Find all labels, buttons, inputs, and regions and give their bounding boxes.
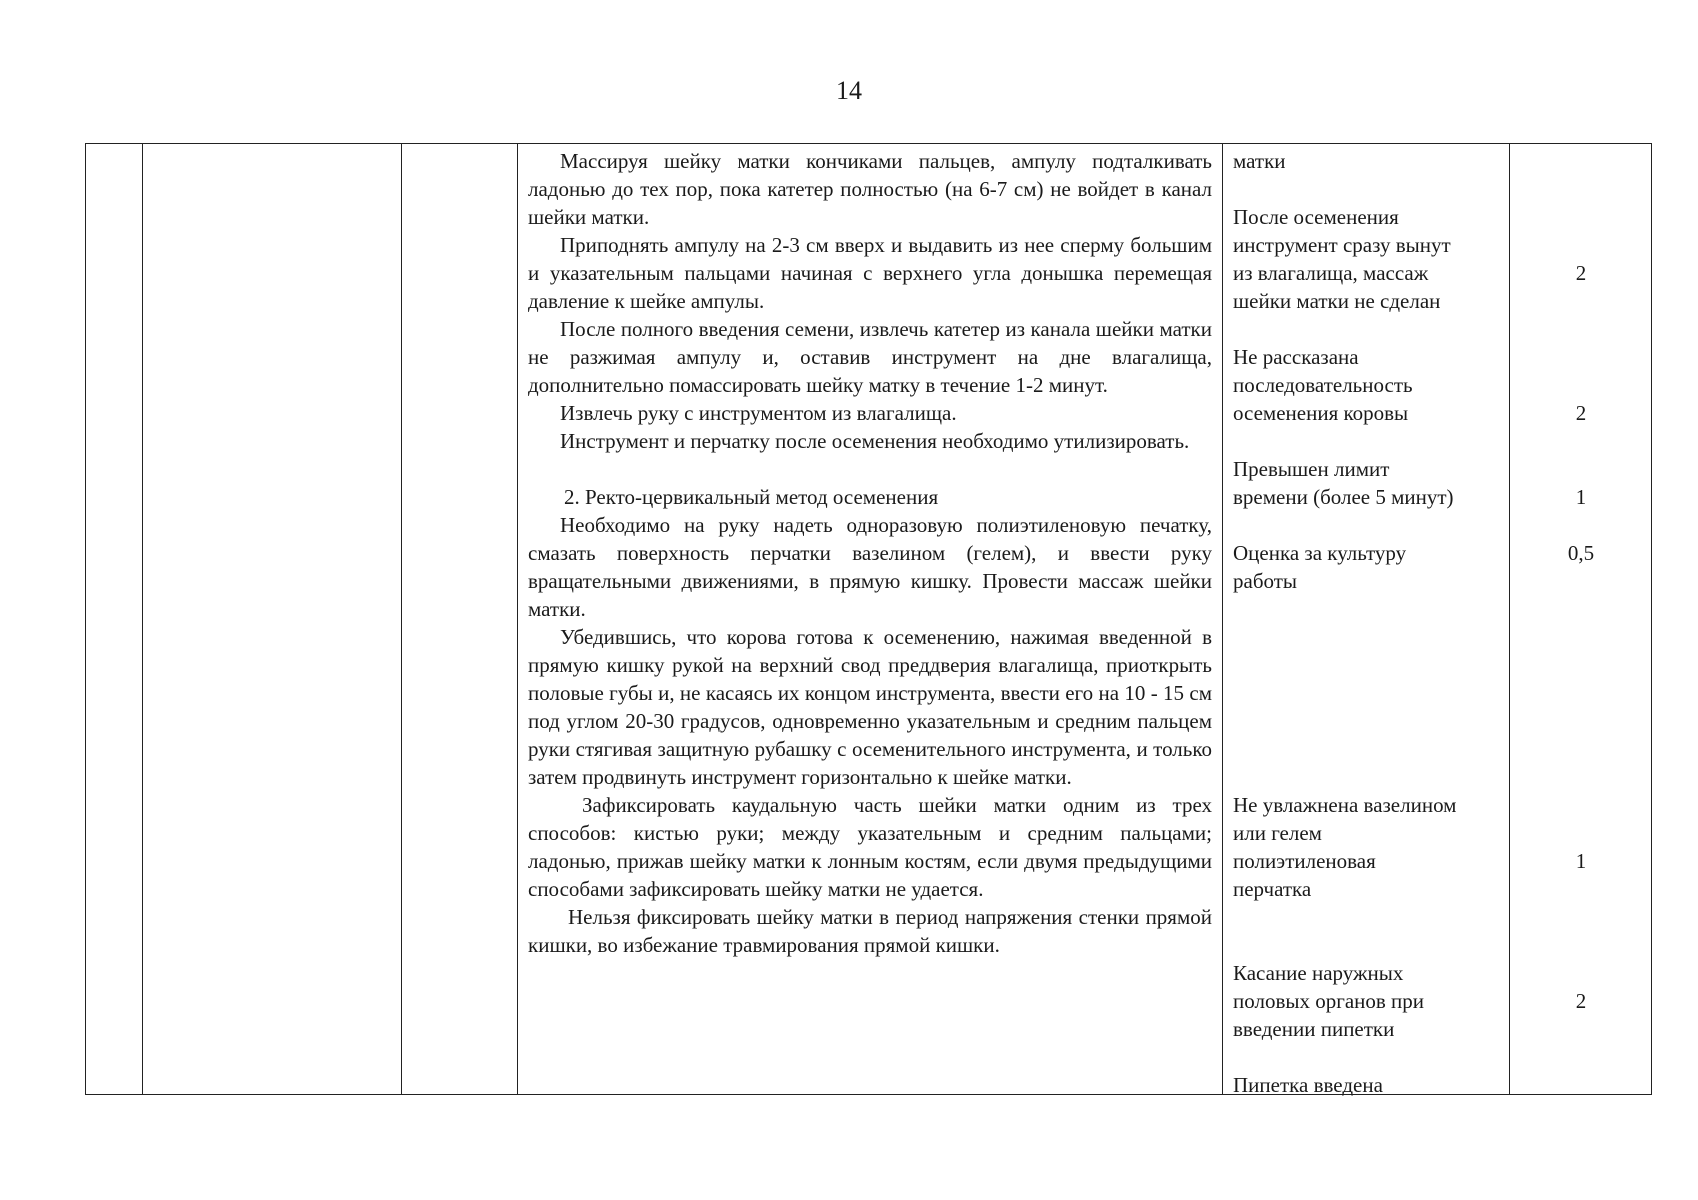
procedure-paragraph: Инструмент и перчатку после осеменения необходимо утилизировать. <box>560 429 1190 453</box>
error-item: Не рассказана последовательность осеменения коровы <box>1233 345 1413 425</box>
score-value: 2 <box>1575 401 1587 425</box>
assessment-table <box>85 143 1652 1095</box>
procedure-paragraph: Убедившись, что корова готова к осеменению, нажимая введенной в прямую кишку рукой на верхний свод преддверия влагалища, приоткрыть половые губы и, не касаясь их концом инструмента, ввести его на 10 - 15 см под углом 20-30 градусов, одновременно указательным и средним пальцем руки стягивая защитную рубашку с осеменительного инструмента, и только затем продвинуть инструмент горизонтально к шейке матки. <box>528 625 1212 789</box>
procedure-paragraph: Зафиксировать каудальную часть шейки матки одним из трех способов: кистью руки; между указательным и средним пальцами; ладонью, прижав шейку матки к лонным костям, если двумя предыдущими способами зафиксировать шейку матки не удается. <box>528 793 1212 901</box>
procedure-paragraph: Извлечь руку с инструментом из влагалища. <box>560 401 957 425</box>
error-item: матки <box>1233 149 1286 173</box>
method-heading: 2. Ректо-цервикальный метод осеменения <box>564 485 939 509</box>
procedure-paragraph: Массируя шейку матки кончиками пальцев, ампулу подталкивать ладонью до тех пор, пока катетер полностью (на 6-7 см) не войдет в канал шейки матки. <box>528 149 1212 229</box>
procedure-text-cell <box>528 147 1212 959</box>
error-item: После осеменения инструмент сразу вынут из влагалища, массаж шейки матки не сделан <box>1233 205 1451 313</box>
column-divider <box>1509 144 1510 1094</box>
column-divider <box>517 144 518 1094</box>
column-divider <box>142 144 143 1094</box>
score-value: 0,5 <box>1567 541 1595 565</box>
procedure-paragraph: Необходимо на руку надеть одноразовую полиэтиленовую печатку, смазать поверхность перчатки вазелином (гелем), и ввести руку вращательными движениями, в прямую кишку. Провести массаж шейки матки. <box>528 513 1212 621</box>
column-divider <box>401 144 402 1094</box>
score-value: 2 <box>1575 989 1587 1013</box>
error-item: Пипетка введена <box>1233 1073 1383 1097</box>
error-item: Касание наружных половых органов при введении пипетки <box>1233 961 1425 1041</box>
error-item: Не увлажнена вазелином или гелем полиэтиленовая перчатка <box>1233 793 1457 901</box>
error-item: Превышен лимит времени (более 5 минут) <box>1233 457 1454 509</box>
score-value: 1 <box>1575 485 1587 509</box>
procedure-paragraph: Нельзя фиксировать шейку матки в период напряжения стенки прямой кишки, во избежание травмирования прямой кишки. <box>528 905 1212 957</box>
score-value: 1 <box>1575 849 1587 873</box>
column-divider <box>1222 144 1223 1094</box>
procedure-paragraph: Приподнять ампулу на 2-3 см вверх и выдавить из нее сперму большим и указательным пальцами начиная с верхнего угла донышка перемещая давление к шейке ампулы. <box>528 233 1212 313</box>
page-number: 14 <box>836 76 862 105</box>
score-value: 2 <box>1575 261 1587 285</box>
error-item: Оценка за культуру работы <box>1233 541 1407 593</box>
procedure-paragraph: После полного введения семени, извлечь катетер из канала шейки матки не разжимая ампулу и, оставив инструмент на дне влагалища, дополнительно помассировать шейку матку в течение 1-2 минут. <box>528 317 1212 397</box>
